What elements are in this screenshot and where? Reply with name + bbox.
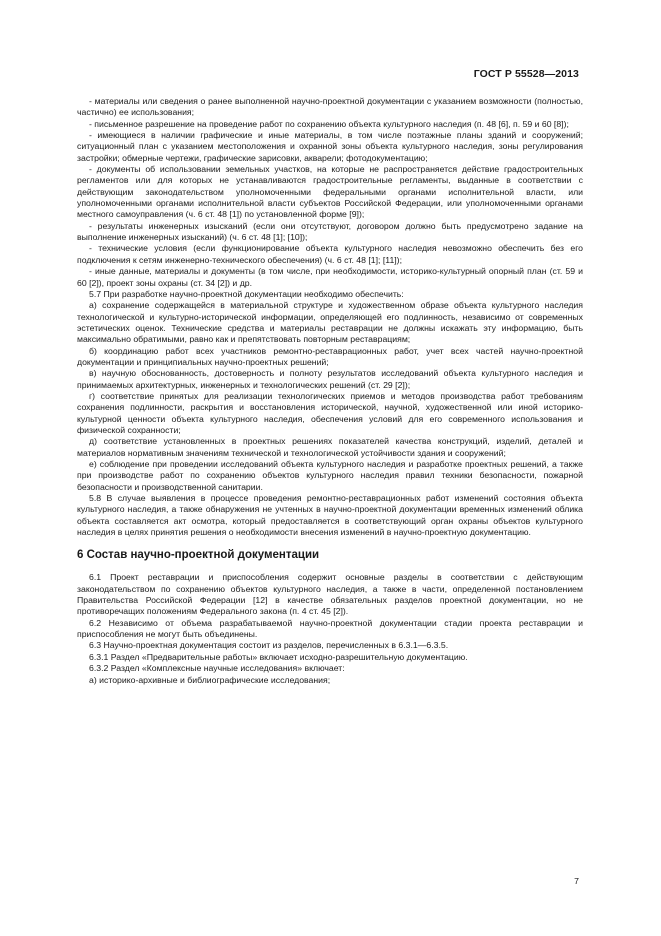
- paragraph: - документы об использовании земельных участков, на которые не распространяется действие градостроительных регламентов или для которых не устанавливаются градостроительные регламенты, выданные в соответствии с действующим законодательством уполномоченными федеральными органами исполнительной власти, или уполномоченными органами исполнительной власти субъектов Российской Федерации, или уполномоченными органами местного самоуправления (ч. 6 ст. 48 [1]) по установленной форме [9]);: [77, 164, 583, 220]
- paragraph: 5.7 При разработке научно-проектной документации необходимо обеспечить:: [89, 288, 404, 299]
- paragraph: 6.3.1 Раздел «Предварительные работы» включает исходно-разрешительную документацию.: [89, 651, 468, 662]
- paragraph: - материалы или сведения о ранее выполненной научно-проектной документации с указанием возможности (полностью, частично) ее использования;: [77, 96, 583, 118]
- paragraph: - письменное разрешение на проведение работ по сохранению объекта культурного наследия (п. 48 [6], п. 59 и 60 [8]);: [89, 118, 569, 129]
- page-number: 7: [574, 876, 579, 886]
- section-heading: 6 Состав научно-проектной документации: [77, 549, 320, 562]
- paragraph: 6.3 Научно-проектная документация состоит из разделов, перечисленных в 6.3.1—6.3.5.: [89, 640, 449, 651]
- paragraph: 6.3.2 Раздел «Комплексные научные исследования» включает:: [89, 663, 345, 674]
- paragraph: а) сохранение содержащейся в материальной структуре и художественном образе объекта культурного наследия технологической и культурно-исторической информации, определяющей его подлинность, независимо от современных эстетических оценок. Технические средства и материалы реставрации не должны искажать эту информацию, быть максимально обратимыми, равно как и препятствовать повторным реставрациям;: [77, 300, 583, 345]
- paragraph: а) историко-архивные и библиографические исследования;: [89, 674, 331, 685]
- document-id: ГОСТ Р 55528—2013: [473, 68, 579, 80]
- paragraph: 6.2 Независимо от объема разрабатываемой научно-проектной документации стадии проекта реставрации и приспособления не могут быть объединены.: [77, 617, 583, 640]
- paragraph: б) координацию работ всех участников ремонтно-реставрационных работ, учет всех частей научно-проектной документации и принципиальных научно-проектных решений;: [77, 345, 583, 367]
- paragraph: в) научную обоснованность, достоверность и полноту результатов исследований объекта культурного наследия и принимаемых архитектурных, инженерных и технологических решений (ст. 29 [2]);: [77, 368, 583, 390]
- paragraph: г) соответствие принятых для реализации технологических приемов и методов производства работ требованиям сохранения подлинности, раскрытия и восстановления исторической, научной, художественной или иной историко-культурной ценности объекта культурного наследия, обеспечения условий для его современного использования и физической сохранности;: [77, 390, 583, 435]
- paragraph: - результаты инженерных изысканий (если они отсутствуют, договором должно быть предусмотрено задание на выполнение инженерных изысканий) (ч. 6 ст. 48 [1]; [10]);: [77, 220, 583, 243]
- paragraph: д) соответствие установленных в проектных решениях показателей качества конструкций, изделий, деталей и материалов нормативным значениям технической и технологической устойчивости здания и сооружений;: [77, 436, 583, 458]
- paragraph: - иные данные, материалы и документы (в том числе, при необходимости, историко-культурный опорный план (ст. 59 и 60 [2]), проект зоны охраны (ст. 34 [2]) и др.: [77, 266, 583, 288]
- paragraph: - имеющиеся в наличии графические и иные материалы, в том числе поэтажные планы зданий и сооружений; ситуационный план с указанием местоположения и охранной зоны объекта культурного наследия, зоны регулирования застройки; обмерные чертежи, графические зарисовки, акварели; фотодокументацию;: [77, 130, 583, 163]
- document-body: [77, 96, 583, 686]
- paragraph: 5.8 В случае выявления в процессе проведения ремонтно-реставрационных работ изменений состояния объекта культурного наследия, а также обнаружения не учтенных в научно-проектной документации временных изменений облика объекта составляется акт осмотра, который предоставляется в соответствующий орган охраны объектов культурного наследия в целях принятия решения о необходимости внесения изменений в научно-проектную документацию.: [77, 493, 583, 538]
- paragraph: - технические условия (если функционирование объекта культурного наследия невозможно обеспечить без его подключения к сетям инженерно-технического обеспечения) (ч. 6 ст. 48 [1]; [11]);: [77, 243, 583, 265]
- paragraph: е) соблюдение при проведении исследований объекта культурного наследия и разработке проектных решений, а также при производстве работ по сохранению объектов культурного наследия правил техники безопасности, пожарной безопасности и производственной санитарии.: [77, 459, 583, 492]
- paragraph: 6.1 Проект реставрации и приспособления содержит основные разделы в соответствии с действующим законодательством по сохранению объектов культурного наследия, а также в части, определенной постановлением Правительства Российской Федерации [12] в качестве обязательных разделов проектной документации, но не противоречащих положениям Федерального закона (п. 4 ст. 45 [2]).: [77, 572, 583, 617]
